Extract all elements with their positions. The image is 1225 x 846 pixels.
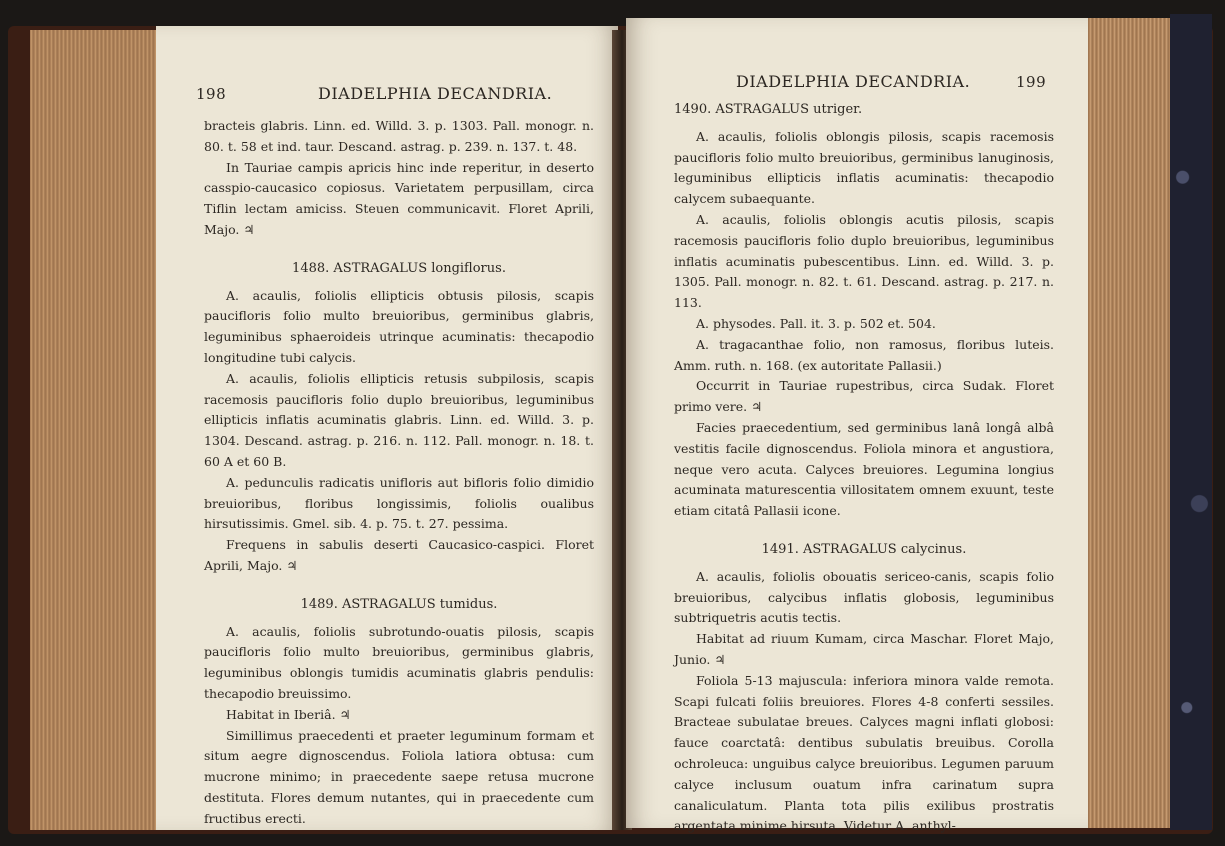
paragraph: In Tauriae campis apricis hinc inde reperitur, in deserto casspio-caucasico copiosus. Varietatem perpusillam, circa Tiflin lectam amiciss. Steuen communicavit. Floret Aprili, Majo. ♃ (204, 159, 594, 237)
right-page-number: 199 (1016, 73, 1047, 91)
paragraph: Habitat in Iberiâ. ♃ (226, 706, 351, 722)
paragraph: A. pedunculis radicatis unifloris aut bifloris folio dimidio breuioribus, floribus longissimis, foliolis oualibus hirsutissimis. Gmel. sib. 4. p. 75. t. 27. pessima. (204, 474, 594, 532)
right-page-body (674, 100, 1054, 837)
paragraph: Simillimus praecedenti et praeter leguminum formam et situm aegre dignoscendus. Foliola latiora obtusa: cum mucrone minimo; in praecedente saepe retusa mucrone destituta. Flores demum nutantes, qui in praecedente cum fructibus erecti. (204, 727, 594, 826)
paragraph: A. acaulis, foliolis oblongis acutis pilosis, scapis racemosis paucifloris folio duplo breuioribus, leguminibus inflatis acuminatis pubescentibus. Linn. ed. Willd. 3. p. 1305. Pall. monogr. n. 82. t. 61. Descand. astrag. p. 217. n. 113. (674, 211, 1054, 311)
paragraph: A. tragacanthae folio, non ramosus, floribus luteis. Amm. ruth. n. 168. (ex autoritate Pallasii.) (674, 336, 1054, 373)
paragraph: Frequens in sabulis deserti Caucasico-caspici. Floret Aprili, Majo. ♃ (204, 537, 594, 573)
left-page-number: 198 (196, 85, 227, 103)
paragraph: Facies praecedentium, sed germinibus lanâ longâ albâ vestitis facile dignoscendus. Foliola minora et angustiora, neque vero acuta. Calyces breuiores. Legumina longius acuminata maturescentia villositatem omnem exuunt, teste etiam citatâ Pallasii icone. (674, 419, 1054, 519)
paragraph: bracteis glabris. Linn. ed. Willd. 3. p. 1303. Pall. monogr. n. 80. t. 58 et ind. taur. Descand. astrag. p. 239. n. 137. t. 48. (204, 118, 594, 154)
paragraph: A. acaulis, foliolis obouatis sericeo-canis, scapis folio breuioribus, calycibus inflatis globosis, leguminibus subtriquetris acutis tectis. (674, 568, 1054, 626)
left-running-header: DIADELPHIA DECANDRIA. (318, 84, 553, 103)
species-heading: 1488. ASTRAGALUS longiflorus. (292, 260, 506, 276)
marbled-endpaper (1170, 14, 1212, 830)
species-heading: 1489. ASTRAGALUS tumidus. (300, 596, 498, 612)
left-page-edges (30, 30, 160, 830)
paragraph: A. acaulis, foliolis ellipticis obtusis pilosis, scapis paucifloris folio multo breuioribus, germinibus glabris, leguminibus sphaeroideis utrinque acuminatis: thecapodio longitudine tubi calycis. (204, 287, 594, 365)
paragraph: Habitat ad riuum Kumam, circa Maschar. Floret Majo, Junio. ♃ (674, 631, 1054, 667)
species-heading: 1490. ASTRAGALUS utriger. (674, 102, 863, 117)
right-page (626, 18, 1088, 834)
right-running-header: DIADELPHIA DECANDRIA. (736, 72, 971, 91)
paragraph: A. acaulis, foliolis subrotundo-ouatis pilosis, scapis paucifloris folio multo breuioribus, germinibus glabris, leguminibus oblongis tumidis acuminatis glabris pendulis: thecapodio breuissimo. (204, 623, 594, 701)
paragraph: A. acaulis, foliolis ellipticis retusis subpilosis, scapis racemosis paucifloris folio duplo breuioribus, leguminibus ellipticis inflatis acuminatis glabris. Linn. ed. Willd. 3. p. 1304. Descand. astrag. p. 216. n. 112. Pall. monogr. n. 18. t. 60 A et 60 B. (204, 370, 594, 469)
right-page-edges (1085, 18, 1175, 828)
left-page-body (204, 116, 594, 830)
paragraph: Foliola 5-13 majuscula: inferiora minora valde remota. Scapi fulcati foliis breuiores. Flores 4-8 conferti sessiles. Bracteae subulatae breues. Calyces magni inflati globosi: fauce coarctatâ: dentibus subulatis breuibus. Corolla ochroleuca: unguibus calyce breuioribus. Legumen paruum calyce inclusum ouatum infra carinatum supra canaliculatum. Planta tota pilis exilibus prostratis argentata minime hirsuta. Videtur A. anthyl- (674, 672, 1054, 834)
paragraph: Occurrit in Tauriae rupestribus, circa Sudak. Floret primo vere. ♃ (674, 378, 1054, 415)
paragraph: A. physodes. Pall. it. 3. p. 502 et. 504. (696, 315, 936, 331)
left-page (156, 26, 618, 830)
species-heading: 1491. ASTRAGALUS calycinus. (761, 541, 967, 557)
paragraph: A. acaulis, foliolis oblongis pilosis, scapis racemosis paucifloris folio multo breuioribus, germinibus lanuginosis, leguminibus ellipticis inflatis acuminatis: thecapodio calycem subaequante. (674, 128, 1054, 207)
